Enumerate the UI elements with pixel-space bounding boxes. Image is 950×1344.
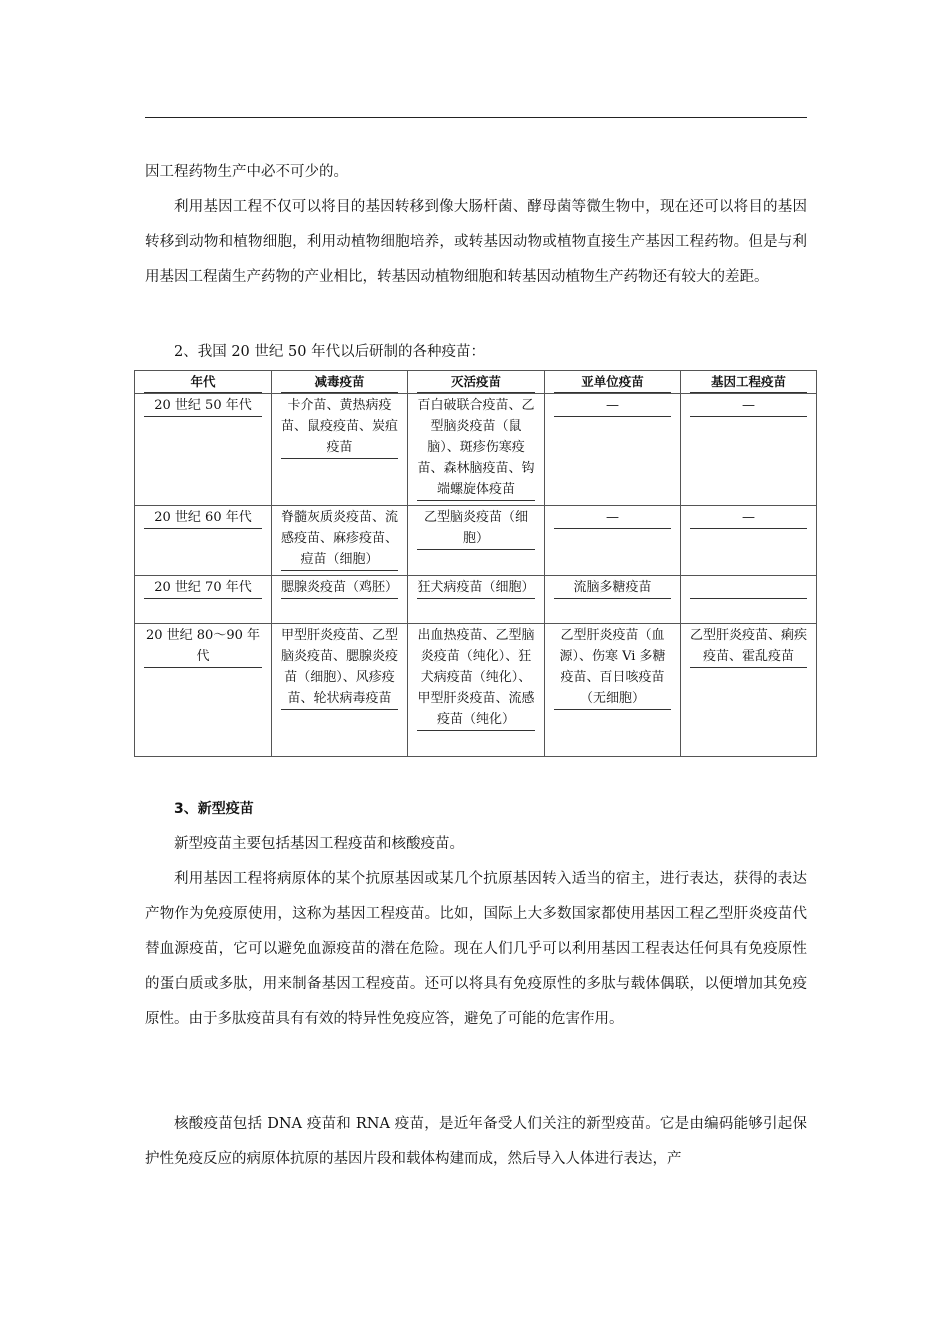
table-cell: 20 世纪 70 年代 — [135, 576, 272, 624]
section2-heading: 2、我国 20 世纪 50 年代以后研制的各种疫苗： — [174, 344, 486, 360]
table-cell: — — [545, 506, 681, 576]
table-cell: 腮腺炎疫苗（鸡胚） — [272, 576, 408, 624]
table-cell: 20 世纪 60 年代 — [135, 506, 272, 576]
vaccine-table — [134, 370, 817, 757]
table-cell: 脊髓灰质炎疫苗、流感疫苗、麻疹疫苗、痘苗（细胞） — [272, 506, 408, 576]
table-row — [135, 506, 817, 576]
table-row — [135, 394, 817, 506]
paragraph-continuation: 因工程药物生产中必不可少的。 — [145, 164, 348, 180]
table-cell: 出血热疫苗、乙型脑炎疫苗（纯化）、狂犬病疫苗（纯化）、甲型肝炎疫苗、流感疫苗（纯化） — [408, 624, 545, 757]
table-row — [135, 624, 817, 757]
header-cell-subunit: 亚单位疫苗 — [545, 371, 681, 394]
table-cell: 流脑多糖疫苗 — [545, 576, 681, 624]
table-cell: 乙型肝炎疫苗、痢疾疫苗、霍乱疫苗 — [681, 624, 817, 757]
header-cell-era: 年代 — [135, 371, 272, 394]
section3-heading: 3、新型疫苗 — [174, 801, 254, 817]
table-cell: — — [545, 394, 681, 506]
table-cell: 卡介苗、黄热病疫苗、鼠疫疫苗、炭疽疫苗 — [272, 394, 408, 506]
paragraph-new-vaccines: 新型疫苗主要包括基因工程疫苗和核酸疫苗。 — [174, 836, 464, 852]
table-row — [135, 576, 817, 624]
table-cell: — — [681, 394, 817, 506]
table-cell: 甲型肝炎疫苗、乙型脑炎疫苗、腮腺炎疫苗（细胞）、风疹疫苗、轮状病毒疫苗 — [272, 624, 408, 757]
paragraph-nucleic-acid-vaccines: 核酸疫苗包括 DNA 疫苗和 RNA 疫苗，是近年备受人们关注的新型疫苗。它是由编码能够引起保护性免疫反应的病原体抗原的基因片段和载体构建而成，然后导入人体进行表达，产 — [145, 1116, 807, 1167]
header-cell-inactivated: 灭活疫苗 — [408, 371, 545, 394]
table-cell: 20 世纪 80～90 年代 — [135, 624, 272, 757]
paragraph-transgenic: 利用基因工程不仅可以将目的基因转移到像大肠杆菌、酵母菌等微生物中，现在还可以将目的基因转移到动物和植物细胞，利用动植物细胞培养，或转基因动物或植物直接生产基因工程药物。但是与利用基因工程菌生产药物的产业相比，转基因动植物细胞和转基因动植物生产药物还有较大的差距。 — [145, 199, 807, 285]
table-cell: 狂犬病疫苗（细胞） — [408, 576, 545, 624]
table-cell: 乙型肝炎疫苗（血源）、伤寒 Vi 多糖疫苗、百日咳疫苗（无细胞） — [545, 624, 681, 757]
header-cell-attenuated: 减毒疫苗 — [272, 371, 408, 394]
table-cell: 百白破联合疫苗、乙型脑炎疫苗（鼠脑）、斑疹伤寒疫苗、森林脑疫苗、钩端螺旋体疫苗 — [408, 394, 545, 506]
table-cell — [681, 576, 817, 624]
paragraph-genetic-vaccines: 利用基因工程将病原体的某个抗原基因或某几个抗原基因转入适当的宿主，进行表达，获得的表达产物作为免疫原使用，这称为基因工程疫苗。比如，国际上大多数国家都使用基因工程乙型肝炎疫苗代替血源疫苗，它可以避免血源疫苗的潜在危险。现在人们几乎可以利用基因工程表达任何具有免疫原性的蛋白质或多肽，用来制备基因工程疫苗。还可以将具有免疫原性的多肽与载体偶联，以便增加其免疫原性。由于多肽疫苗具有有效的特异性免疫应答，避免了可能的危害作用。 — [145, 871, 807, 1027]
header-rule — [145, 117, 807, 118]
table-header-row — [135, 371, 817, 394]
table-cell: 乙型脑炎疫苗（细胞） — [408, 506, 545, 576]
header-cell-genetic: 基因工程疫苗 — [681, 371, 817, 394]
table-cell: — — [681, 506, 817, 576]
table-cell: 20 世纪 50 年代 — [135, 394, 272, 506]
